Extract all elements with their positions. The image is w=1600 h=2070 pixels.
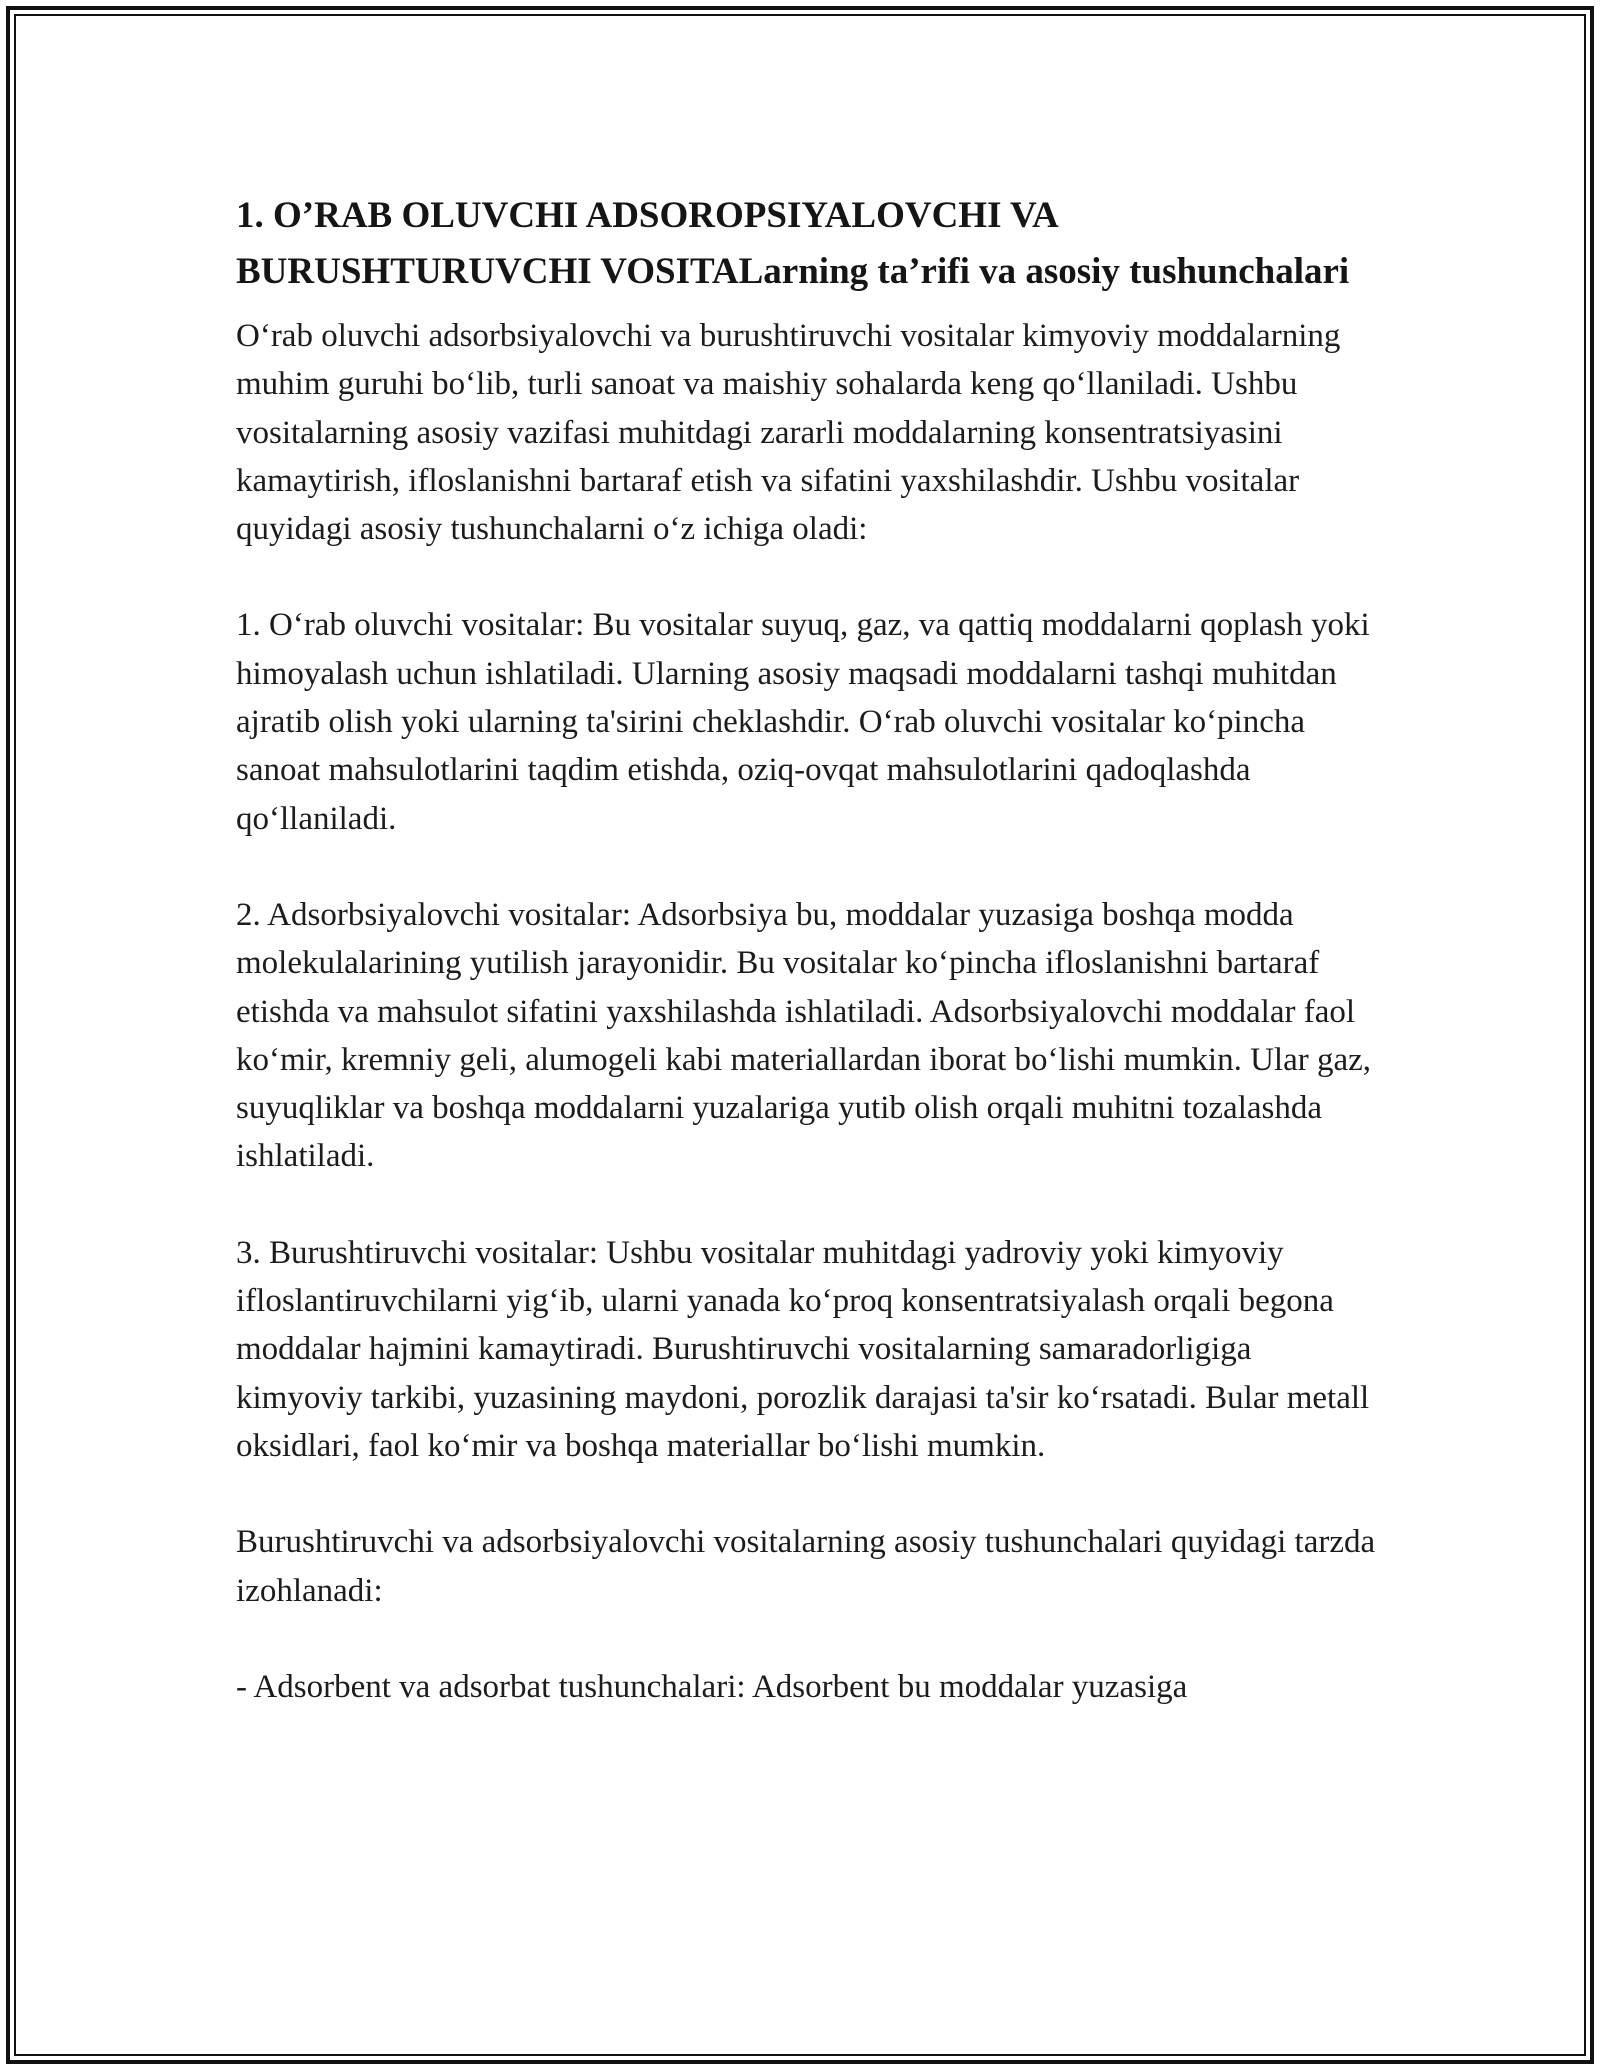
paragraph-adsorbing-agents: 2. Adsorbsiyalovchi vositalar: Adsorbsiya bu, moddalar yuzasiga boshqa modda molekulalarining yutilish jarayonidir. Bu vositalar ko‘pincha ifloslanishni bartaraf etishda va mahsulot sifatini yaxshilashda ishlatiladi. Adsorbsiyalovchi moddalar faol ko‘mir, kremniy geli, alumogeli kabi materiallardan iborat bo‘lishi mumkin. Ular gaz, suyuqliklar va boshqa moddalarni yuzalariga yutib olish orqali muhitni tozalashda ishlatiladi. <box>236 896 1372 1175</box>
intro-paragraph: O‘rab oluvchi adsorbsiyalovchi va burushtiruvchi vositalar kimyoviy moddalarning muhim guruhi bo‘lib, turli sanoat va maishiy sohalarda keng qo‘llaniladi. Ushbu vositalarning asosiy vazifasi muhitdagi zararli moddalarning konsentratsiyasini kamaytirish, ifloslanishni bartaraf etish va sifatini yaxshilashdir. Ushbu vositalar quyidagi asosiy tushunchalarni o‘z ichiga oladi: <box>236 318 1341 548</box>
document-body <box>236 188 1376 1711</box>
paragraph-wrapping-agents: 1. O‘rab oluvchi vositalar: Bu vositalar suyuq, gaz, va qattiq moddalarni qoplash yoki himoyalash uchun ishlatiladi. Ularning asosiy maqsadi moddalarni tashqi muhitdan ajratib olish yoki ularning ta'sirini cheklashdir. O‘rab oluvchi vositalar ko‘pincha sanoat mahsulotlarini taqdim etishda, oziq-ovqat mahsulotlarini qadoqlashda qo‘llaniladi. <box>236 607 1370 837</box>
document-title: 1. O’RAB OLUVCHI ADSOROPSIYALOVCHI VA BURUSHTURUVCHI VOSITALarning ta’rifi va asosiy tushunchalari <box>236 195 1350 292</box>
paragraph-astringent-agents: 3. Burushtiruvchi vositalar: Ushbu vositalar muhitdagi yadroviy yoki kimyoviy ifloslantiruvchilarni yig‘ib, ularni yanada ko‘proq konsentratsiyalash orqali begona moddalar hajmini kamaytiradi. Burushtiruvchi vositalarning samaradorligiga kimyoviy tarkibi, yuzasining maydoni, porozlik darajasi ta'sir ko‘rsatadi. Bular metall oksidlari, faol ko‘mir va boshqa materiallar bo‘lishi mumkin. <box>236 1234 1370 1464</box>
paragraph-concepts-intro: Burushtiruvchi va adsorbsiyalovchi vositalarning asosiy tushunchalari quyidagi tarzda izohlanadi: <box>236 1524 1376 1609</box>
list-item-adsorbent: - Adsorbent va adsorbat tushunchalari: Adsorbent bu moddalar yuzasiga <box>236 1668 1188 1705</box>
